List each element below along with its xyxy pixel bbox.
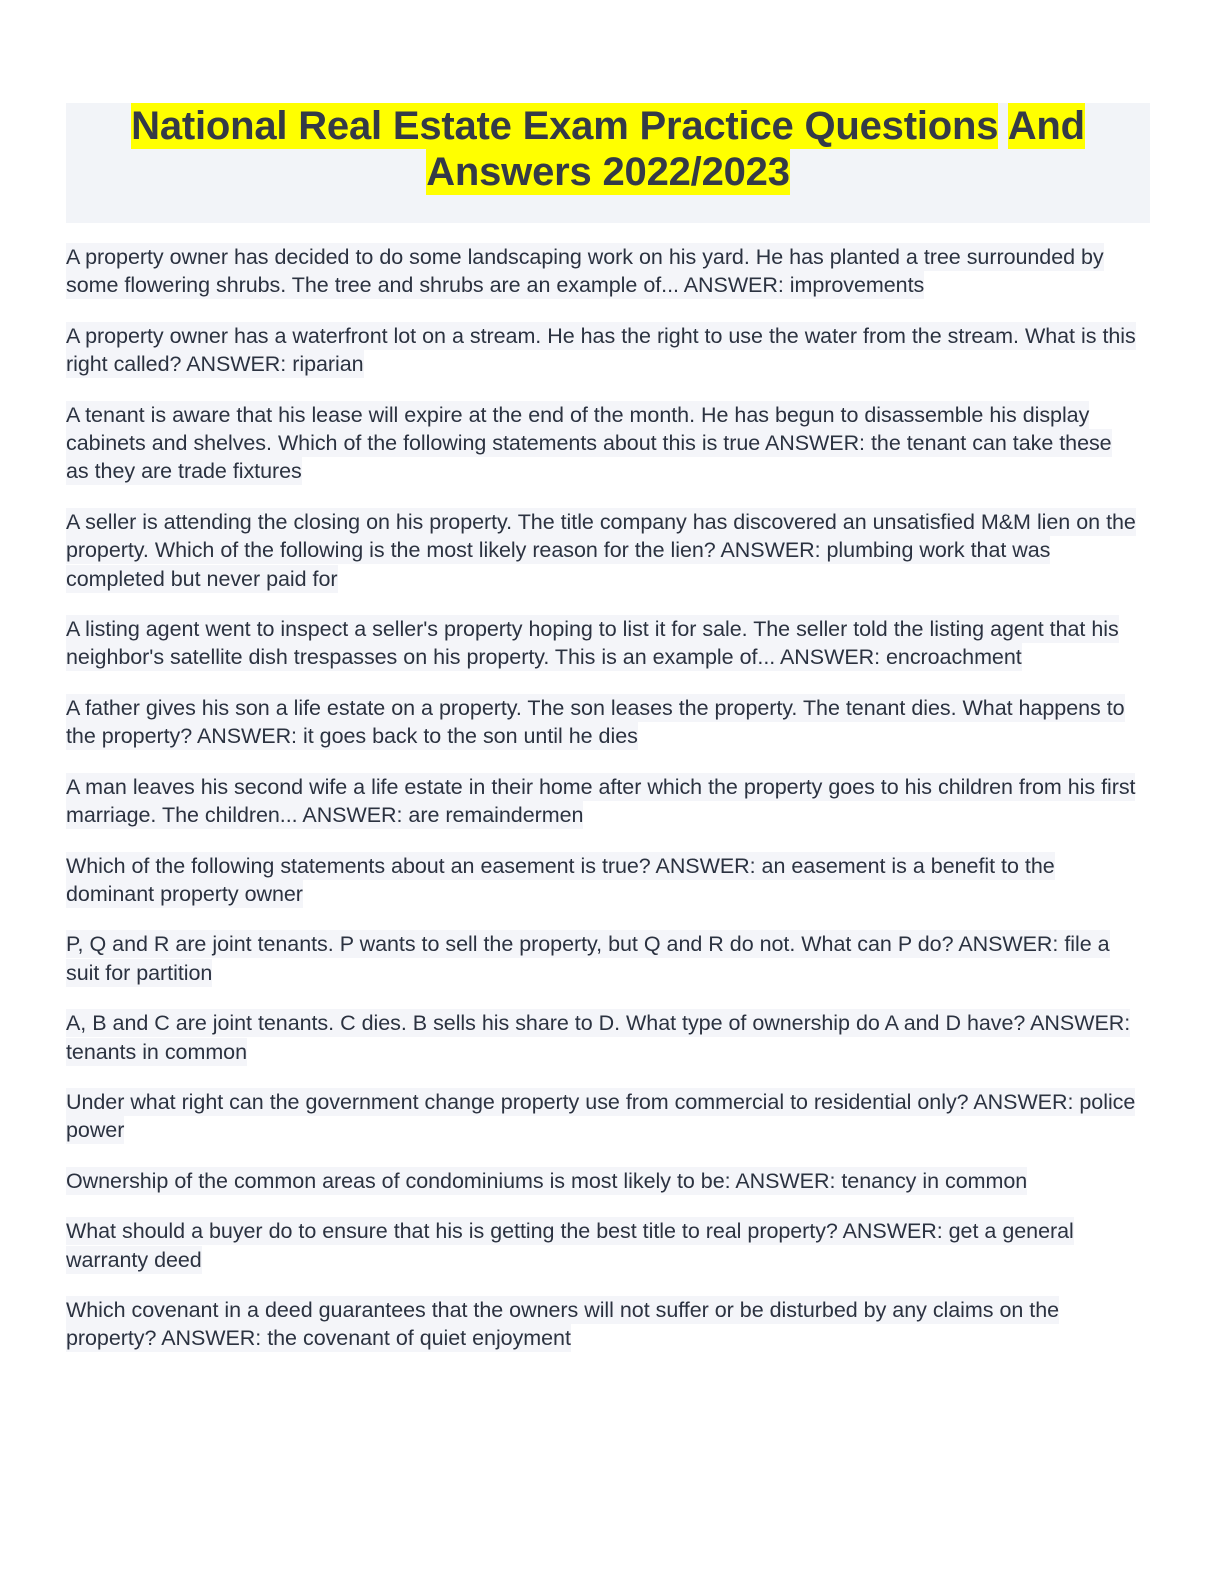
title-block bbox=[66, 103, 1150, 223]
qa-item bbox=[66, 694, 1136, 751]
qa-item bbox=[66, 1088, 1136, 1145]
qa-item bbox=[66, 1296, 1136, 1353]
page-title-line-2: And Answers 2022/2023 bbox=[426, 104, 1085, 194]
qa-item bbox=[66, 852, 1136, 909]
qa-item-text: Under what right can the government change property use from commercial to residential only? ANSWER: police power bbox=[66, 1089, 1136, 1143]
qa-item-text: A tenant is aware that his lease will expire at the end of the month. He has begun to disassemble his display cabinets and shelves. Which of the following statements about this is true ANSWER: the tenant can take these as they are trade fixtures bbox=[66, 402, 1112, 484]
qa-item-text: P, Q and R are joint tenants. P wants to sell the property, but Q and R do not. What can P do? ANSWER: file a suit for partition bbox=[66, 932, 1110, 985]
qa-item bbox=[66, 243, 1136, 300]
qa-item bbox=[66, 1167, 1136, 1195]
qa-item-text: A seller is attending the closing on his property. The title company has discovered an unsatisfied M&M lien on the property. Which of the following is the most likely reason for the lien? ANSWER: plumbing work that was completed but never paid for bbox=[66, 509, 1136, 591]
qa-item bbox=[66, 773, 1136, 830]
qa-item-text: What should a buyer do to ensure that his is getting the best title to real property? ANSWER: get a general warranty deed bbox=[66, 1219, 1074, 1272]
qa-item-text: A, B and C are joint tenants. C dies. B sells his share to D. What type of ownership do A and D have? ANSWER: tenants in common bbox=[66, 1011, 1131, 1064]
qa-item bbox=[66, 508, 1136, 593]
qa-item-text: Which of the following statements about an easement is true? ANSWER: an easement is a benefit to the dominant property owner bbox=[66, 853, 1055, 906]
qa-item-text: A man leaves his second wife a life estate in their home after which the property goes to his children from his first marriage. The children... ANSWER: are remaindermen bbox=[66, 774, 1136, 828]
qa-item bbox=[66, 1217, 1136, 1274]
qa-list bbox=[66, 243, 1136, 1353]
qa-item-text: A property owner has decided to do some landscaping work on his yard. He has planted a tree surrounded by some flowering shrubs. The tree and shrubs are an example of... ANSWER: improvements bbox=[66, 245, 1104, 298]
page-title bbox=[66, 103, 1150, 223]
qa-item-text: Ownership of the common areas of condominiums is most likely to be: ANSWER: tenancy in common bbox=[66, 1168, 1028, 1193]
qa-item bbox=[66, 615, 1136, 672]
qa-item-text: A father gives his son a life estate on a property. The son leases the property. The tenant dies. What happens to the property? ANSWER: it goes back to the son until he dies bbox=[66, 695, 1125, 749]
qa-item-text: A listing agent went to inspect a seller's property hoping to list it for sale. The seller told the listing agent that his neighbor's satellite dish trespasses on his property. This is an example of... ANSWER: encroachment bbox=[66, 617, 1119, 670]
qa-item bbox=[66, 930, 1136, 987]
qa-item-text: Which covenant in a deed guarantees that the owners will not suffer or be disturbed by any claims on the property? ANSWER: the covenant of quiet enjoyment bbox=[66, 1297, 1060, 1351]
qa-item bbox=[66, 1009, 1136, 1066]
qa-item bbox=[66, 401, 1136, 486]
qa-item-text: A property owner has a waterfront lot on a stream. He has the right to use the water from the stream. What is this right called? ANSWER: riparian bbox=[66, 323, 1136, 377]
qa-item bbox=[66, 322, 1136, 379]
page-title-line-1: National Real Estate Exam Practice Questions bbox=[131, 104, 999, 148]
